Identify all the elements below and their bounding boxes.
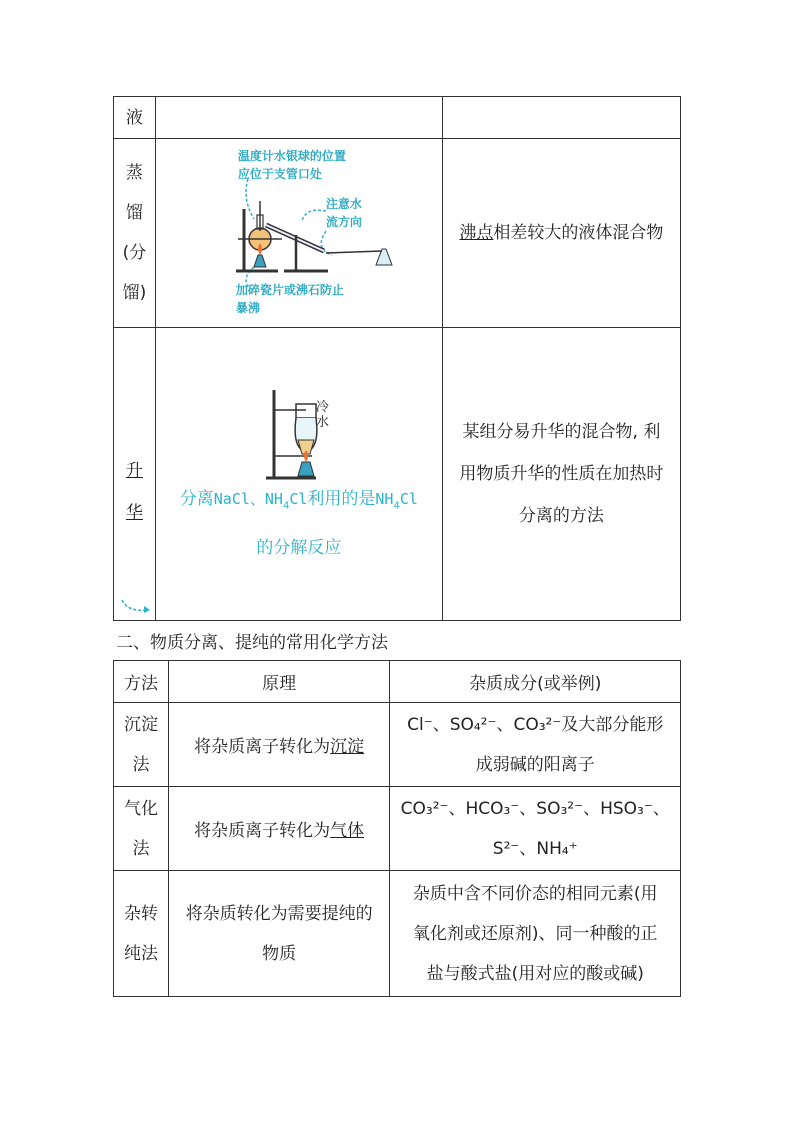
sublimation-diagram-cell: [155, 328, 442, 621]
section-title: 二、物质分离、提纯的常用化学方法: [116, 633, 388, 653]
table-row: 气化 法 将杂质离子转化为气体 CO₃²⁻、HCO₃⁻、SO₃²⁻、HSO₃⁻、 S²⁻、NH₄⁺: [114, 787, 681, 871]
thermometer-note: 温度计水银球的位置 应位于支管口处: [237, 149, 346, 181]
sublimation-description: 某组分易升华的混合物, 利 用物质升华的性质在加热时 分离的方法: [442, 328, 680, 621]
distillation-diagram-cell: [155, 139, 442, 328]
cold-water-label: 冷 水: [315, 400, 329, 430]
header-principle: 原理: [168, 661, 390, 703]
sublimation-note: 分离NaCl、$NH_4Cl$利用的是$NH_4Cl$ 的分解反应: [179, 489, 418, 559]
header-row: [114, 661, 681, 703]
category-cell-distillation: 蒸 馏 (分 馏): [114, 139, 156, 328]
category-cell-sublimation: 升 华: [114, 328, 156, 621]
water-flow-note: 注意水 流方向: [325, 197, 362, 229]
table-row: 杂转 纯法 将杂质转化为需要提纯的 物质 杂质中含不同价态的相同元素(用 氧化剂或还原剂)、同一种酸的正 盐与酸式盐(用对应的酸或碱): [114, 871, 681, 997]
table-row: 沉淀 法 将杂质离子转化为沉淀 Cl⁻、SO₄²⁻、CO₃²⁻及大部分能形 成弱碱的阳离子: [114, 703, 681, 787]
header-example: 杂质成分(或举例): [390, 661, 681, 703]
distillation-description: 沸点相差较大的液体混合物: [442, 139, 680, 328]
chemical-methods-table: [113, 660, 681, 997]
table-row: [114, 328, 681, 621]
boiling-chips-note: 加碎瓷片或沸石防止 暴沸: [235, 283, 344, 315]
separation-table: [113, 96, 681, 621]
category-cell: 液: [114, 97, 156, 139]
table-row: [114, 97, 681, 139]
table-row: [114, 139, 681, 328]
header-method: 方法: [114, 661, 169, 703]
arrow-icon: [114, 594, 156, 624]
sublimation-apparatus-icon: [156, 328, 442, 620]
distillation-apparatus-icon: [156, 139, 442, 327]
